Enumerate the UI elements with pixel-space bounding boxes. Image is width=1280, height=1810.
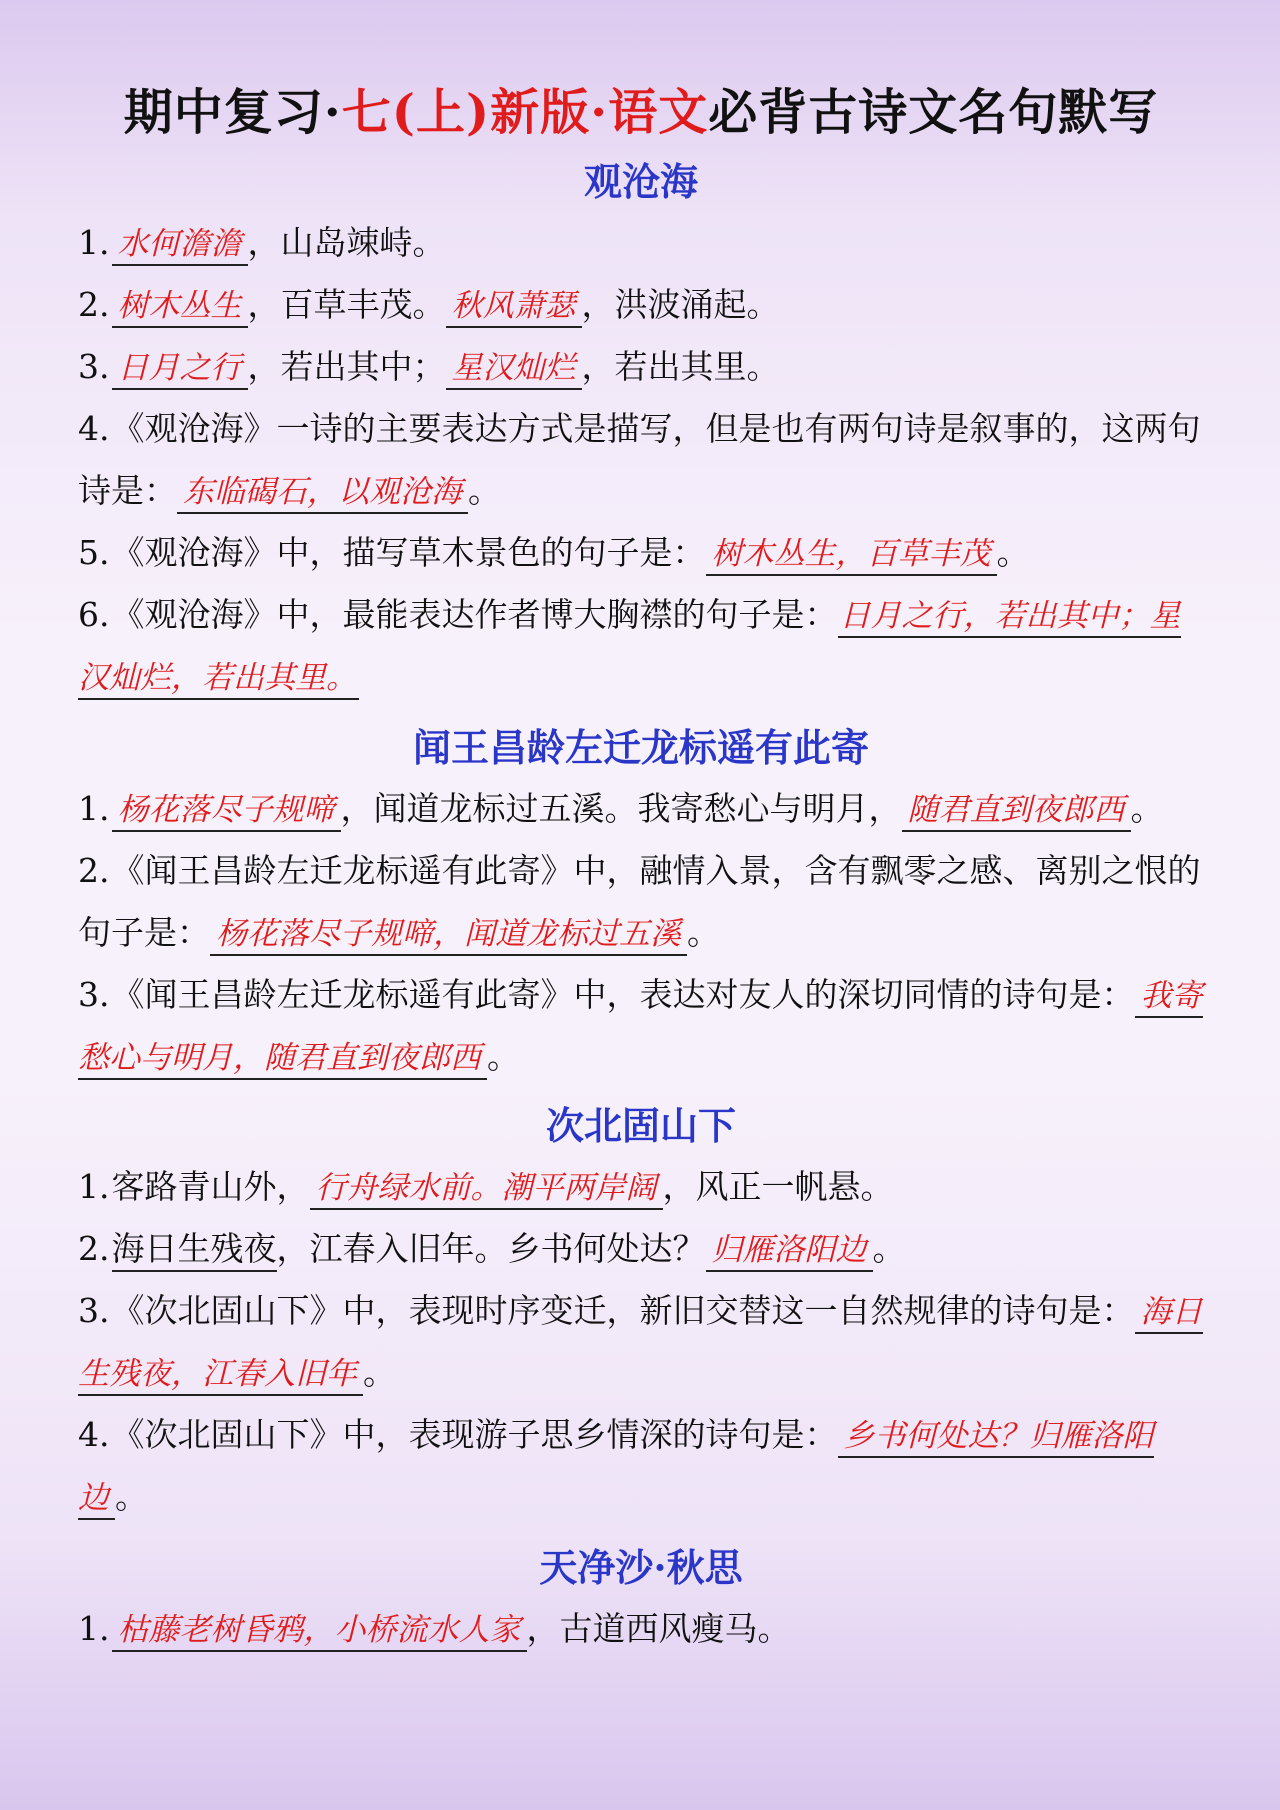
item-number: 1. xyxy=(78,789,110,828)
question-item xyxy=(78,778,1204,840)
answer-blank: 乡书何处达？归雁洛阳边 xyxy=(78,1418,1154,1520)
question-item xyxy=(78,1156,1204,1218)
question-item xyxy=(78,398,1204,522)
item-number: 3. xyxy=(78,975,110,1014)
question-item xyxy=(78,584,1204,708)
item-text: ，洪波涌起。 xyxy=(581,285,780,324)
title-part-3: 必背古诗文名句默写 xyxy=(708,83,1159,141)
item-text: ，闻道龙标过五溪。我寄愁心与明月， xyxy=(340,789,902,828)
answer-blank: 树木丛生，百草丰茂 xyxy=(706,536,997,576)
answer-blank: 归雁洛阳边 xyxy=(706,1232,873,1272)
item-question: 《闻王昌龄左迁龙标遥有此寄》中，表达对友人的深切同情的诗句是： xyxy=(111,975,1135,1014)
item-text: ，古道西风瘦马。 xyxy=(526,1609,791,1648)
item-number: 4. xyxy=(78,409,110,448)
underlined-text: 海日生残夜 xyxy=(112,1229,277,1272)
item-text: ，若出其里。 xyxy=(581,347,780,386)
question-item xyxy=(78,212,1204,274)
item-text: 。 xyxy=(1130,789,1164,828)
item-number: 5. xyxy=(78,533,110,572)
answer-blank: 日月之行 xyxy=(112,350,248,390)
item-number: 4. xyxy=(78,1415,110,1454)
item-question: 客路青山外， xyxy=(111,1167,310,1206)
item-number: 1. xyxy=(78,1609,110,1648)
question-item xyxy=(78,840,1204,964)
answer-blank: 行舟绿水前。潮平两岸阔 xyxy=(310,1170,663,1210)
item-number: 2. xyxy=(78,851,110,890)
item-text: ，百草丰茂。 xyxy=(247,285,446,324)
item-text: 。 xyxy=(996,533,1030,572)
section-heading: 次北固山下 xyxy=(545,1103,736,1148)
answer-blank: 树木丛生 xyxy=(112,288,248,328)
title-part-2: 七(上)新版·语文 xyxy=(341,83,709,141)
item-number: 6. xyxy=(78,595,110,634)
item-question: 《观沧海》中，描写草木景色的句子是： xyxy=(111,533,706,572)
item-text: ，山岛竦峙。 xyxy=(247,223,446,262)
item-question: 《观沧海》中，最能表达作者博大胸襟的句子是： xyxy=(111,595,838,634)
question-item xyxy=(78,1280,1204,1404)
item-text: 。 xyxy=(363,1353,396,1392)
answer-blank: 海日生残夜，江春入旧年 xyxy=(78,1294,1203,1396)
item-text: 。 xyxy=(468,471,501,510)
section-heading: 观沧海 xyxy=(583,159,698,204)
item-text: 。 xyxy=(115,1477,148,1516)
answer-blank: 东临碣石，以观沧海 xyxy=(177,474,468,514)
answer-blank: 杨花落尽子规啼 xyxy=(112,792,341,832)
question-item xyxy=(78,1218,1204,1280)
answer-blank: 随君直到夜郎西 xyxy=(902,792,1131,832)
question-item xyxy=(78,1404,1204,1528)
answer-blank: 我寄愁心与明月，随君直到夜郎西 xyxy=(78,978,1203,1080)
item-text: ，风正一帆悬。 xyxy=(662,1167,894,1206)
item-question: 《次北固山下》中，表现游子思乡情深的诗句是： xyxy=(111,1415,838,1454)
question-item xyxy=(78,336,1204,398)
item-number: 3. xyxy=(78,1291,110,1330)
item-text: 。 xyxy=(487,1037,520,1076)
question-item xyxy=(78,964,1204,1088)
question-item xyxy=(78,1598,1204,1660)
title-part-1: 期中复习· xyxy=(123,83,342,141)
answer-blank: 星汉灿烂 xyxy=(446,350,582,390)
item-number: 1. xyxy=(78,223,110,262)
item-question: 《次北固山下》中，表现时序变迁，新旧交替这一自然规律的诗句是： xyxy=(111,1291,1135,1330)
item-question: 《闻王昌龄左迁龙标遥有此寄》中，融情入景，含有飘零之感、离别之恨的句子是： xyxy=(78,851,1201,952)
section-heading: 天净沙·秋思 xyxy=(539,1545,743,1590)
section-heading: 闻王昌龄左迁龙标遥有此寄 xyxy=(412,725,869,770)
answer-blank: 秋风萧瑟 xyxy=(446,288,582,328)
item-number: 1. xyxy=(78,1167,110,1206)
item-text: ，若出其中； xyxy=(247,347,446,386)
item-number: 2. xyxy=(78,285,110,324)
answer-blank: 日月之行，若出其中；星汉灿烂，若出其里。 xyxy=(78,598,1181,700)
question-item xyxy=(78,274,1204,336)
question-item xyxy=(78,522,1204,584)
item-number: 2. xyxy=(78,1229,110,1268)
answer-blank: 枯藤老树昏鸦，小桥流水人家 xyxy=(112,1612,527,1652)
answer-blank: 水何澹澹 xyxy=(112,226,248,266)
item-text: 。 xyxy=(872,1229,906,1268)
item-question: 《观沧海》一诗的主要表达方式是描写，但是也有两句诗是叙事的，这两句诗是： xyxy=(78,409,1201,510)
item-number: 3. xyxy=(78,347,110,386)
answer-blank: 杨花落尽子规啼，闻道龙标过五溪 xyxy=(210,916,687,956)
item-text: 。 xyxy=(687,913,720,952)
page-title xyxy=(78,78,1204,146)
item-question: ，江春入旧年。乡书何处达？ xyxy=(276,1229,706,1268)
